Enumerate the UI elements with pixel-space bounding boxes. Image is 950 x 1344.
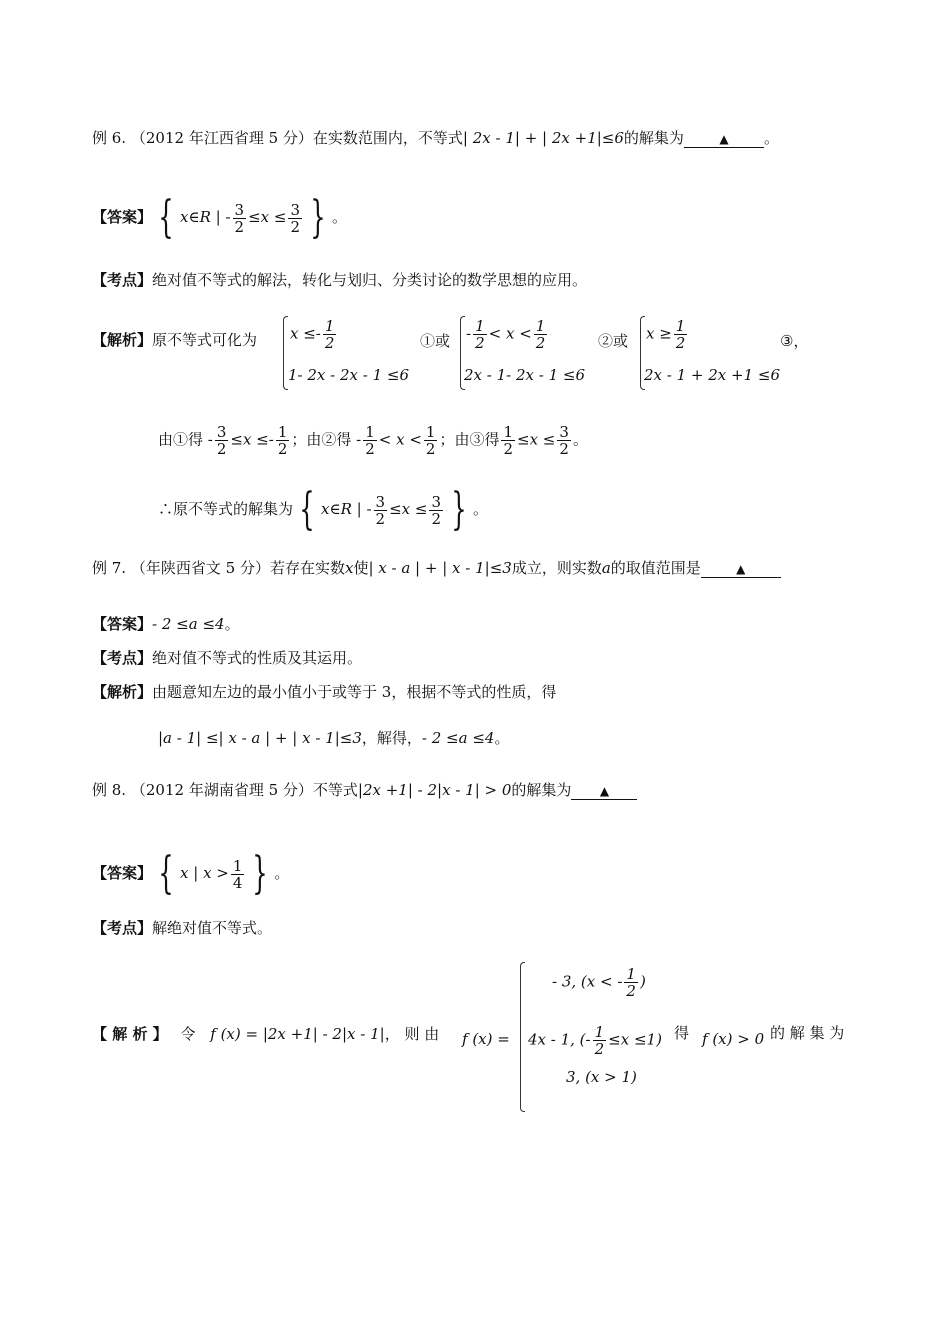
ex8-prefix: 例 8.	[92, 781, 127, 799]
sys2-row2: 2x - 1- 2x - 1 ≤6	[464, 366, 586, 384]
ex8-tail: 的 解 集 为	[770, 1024, 845, 1042]
denominator: 2	[290, 217, 300, 236]
denominator: 2	[234, 217, 245, 236]
ex7-jx-math: |a - 1| ≤| x - a | + | x - 1|≤3	[158, 729, 362, 747]
denominator: 2	[375, 509, 386, 528]
kaodian-text: 绝对值不等式的解法，转化与划归、分类讨论的数学思想的应用。	[152, 271, 588, 289]
ex7-question	[92, 558, 781, 578]
triangle-icon: ▲	[599, 784, 610, 798]
denominator: 2	[277, 440, 288, 458]
ex8-f-piecewise-lhs: f (x) =	[462, 1030, 510, 1048]
ex7-a: a	[601, 559, 611, 577]
fraction	[215, 424, 229, 457]
numerator: 1	[475, 317, 485, 335]
ex6-answer-end: 。	[332, 208, 348, 226]
mark3: ③，	[780, 332, 809, 350]
sys1-row2: 1- 2x - 2x - 1 ≤6	[288, 366, 410, 384]
pw-row3: 3, (x > 1)	[566, 1068, 637, 1086]
ex7-jiexi	[92, 682, 556, 702]
mark1: ①或	[420, 332, 451, 350]
sys2-r1-a: -	[466, 324, 472, 343]
ex8-f-positive: f (x) > 0	[702, 1030, 765, 1048]
denominator: 2	[431, 509, 441, 528]
denominator: 2	[425, 440, 436, 458]
fraction	[534, 318, 548, 351]
ex8-de: 得	[674, 1024, 690, 1042]
left-brace: {	[299, 484, 315, 535]
numerator: 3	[375, 492, 386, 511]
ex6-kaodian	[92, 270, 587, 290]
jiexi-label: 【 解 析 】	[92, 1025, 168, 1043]
pw-r1-a: - 3, (x < -	[552, 972, 623, 991]
kaodian-text: 绝对值不等式的性质及其运用。	[152, 649, 363, 667]
denominator: 2	[559, 440, 569, 458]
fraction	[424, 424, 438, 457]
denominator: 2	[216, 440, 227, 458]
denominator: 2	[535, 334, 546, 352]
jiexi-label: 【解析】	[92, 683, 153, 701]
ex6-answer-mid: ≤x ≤	[248, 208, 287, 226]
ex7-jiexi-math	[158, 728, 509, 748]
fraction	[501, 424, 515, 457]
sys2-row1	[466, 318, 549, 351]
numerator: 1	[277, 423, 288, 441]
ex7-answer-end: 。	[224, 615, 240, 633]
left-brace: {	[158, 848, 174, 899]
jiexi-text: 由题意知左边的最小值小于或等于 3，根据不等式的性质，得	[152, 683, 557, 701]
fraction	[363, 424, 377, 457]
ex6-jiexi-label	[92, 330, 257, 350]
fraction	[231, 858, 245, 891]
denominator: 2	[675, 334, 686, 352]
ex6-inequality: | 2x - 1| + | 2x +1|≤6	[462, 129, 624, 147]
numerator: 3	[234, 200, 245, 219]
th-mid: ≤x ≤	[389, 500, 428, 518]
numerator: 1	[503, 423, 514, 441]
ex8-source: （2012 年湖南省理 5 分）不等式	[130, 781, 358, 799]
fraction	[674, 318, 688, 351]
kaodian-label: 【考点】	[92, 919, 153, 937]
ex7-source: （年陕西省文 5 分）若存在实数	[130, 559, 345, 577]
ex7-x: x	[344, 559, 354, 577]
f2-mid: < x <	[378, 430, 422, 449]
denominator: 2	[626, 982, 636, 1000]
sys3-r1-a: x ≥	[646, 324, 672, 343]
f3-mid: ≤x ≤	[517, 430, 556, 449]
numerator: 1	[425, 423, 436, 441]
sys1-r1-text: x ≤-	[290, 324, 321, 343]
ex7-answer	[92, 614, 240, 634]
pw-r1-b: )	[639, 972, 646, 991]
ex6-answer-lhs: x∈R | -	[180, 208, 231, 226]
numerator: 1	[232, 856, 243, 875]
pw-row1	[552, 966, 646, 999]
numerator: 1	[535, 317, 546, 335]
ex7-inequality: | x - a | + | x - 1|≤3	[368, 559, 512, 577]
right-brace: }	[252, 848, 269, 899]
piecewise-brace	[520, 962, 525, 1112]
numerator: 1	[365, 423, 375, 441]
denominator: 2	[475, 334, 485, 352]
pw-r2-b: ≤x ≤1)	[608, 1030, 662, 1049]
ex8-f-def: f (x) = |2x +1| - 2|x - 1|	[210, 1025, 385, 1043]
from-end: 。	[572, 430, 588, 449]
numerator: 1	[626, 965, 636, 983]
denominator: 2	[365, 440, 375, 458]
ex8-suffix: 的解集为	[511, 781, 572, 799]
fraction	[429, 494, 443, 527]
ex8-inequality: |2x +1| - 2|x - 1| > 0	[357, 781, 512, 799]
right-brace: }	[310, 192, 326, 243]
th-lhs: x∈R | -	[321, 500, 372, 518]
ex8-then: ， 则 由	[384, 1025, 440, 1043]
fraction	[557, 424, 571, 457]
ex8-answer-lhs: x | x >	[180, 864, 229, 882]
answer-label: 【答案】	[92, 208, 153, 226]
fraction	[276, 424, 290, 457]
therefore-text: ∴原不等式的解集为	[158, 500, 294, 518]
denominator: 2	[503, 440, 514, 458]
numerator: 3	[559, 423, 569, 441]
fraction	[593, 1024, 607, 1057]
fraction	[473, 318, 487, 351]
right-brace: }	[451, 484, 467, 535]
numerator: 3	[216, 423, 227, 441]
ex6-source: （2012 年江西省理 5 分）在实数范围内，不等式	[130, 129, 463, 147]
numerator: 1	[675, 317, 686, 335]
ex7-jx-end: 。	[494, 729, 510, 747]
denominator: 2	[324, 334, 335, 352]
ex8-answer	[92, 848, 290, 899]
ex7-prefix: 例 7.	[92, 559, 127, 577]
answer-label: 【答案】	[92, 615, 153, 633]
pw-r2-a: 4x - 1, (-	[528, 1030, 591, 1049]
ex7-jx-mid: ，解得，	[361, 729, 422, 747]
ex6-answer	[92, 192, 348, 243]
th-end: 。	[473, 500, 489, 518]
ex7-use: 使	[353, 559, 369, 577]
ex8-jiexi	[92, 1024, 439, 1044]
numerator: 3	[290, 200, 300, 219]
ex8-ling: 令	[180, 1025, 196, 1043]
fraction	[374, 494, 388, 527]
jiexi-text: 原不等式可化为	[152, 331, 258, 349]
ex7-answer-text: - 2 ≤a ≤4	[152, 615, 225, 633]
denominator: 2	[594, 1040, 605, 1058]
kaodian-text: 解绝对值不等式。	[152, 919, 273, 937]
ex6-end: 。	[763, 129, 779, 147]
from1: 由①得 -	[158, 430, 213, 449]
triangle-icon: ▲	[736, 562, 746, 576]
pw-row2	[528, 1024, 662, 1057]
f1-mid: ≤x ≤-	[230, 430, 274, 449]
jiexi-label: 【解析】	[92, 331, 153, 349]
from3: ；由③得	[439, 430, 500, 449]
fraction	[624, 966, 638, 999]
sys1-row1	[290, 318, 338, 351]
ex7-kaodian	[92, 648, 362, 668]
kaodian-label: 【考点】	[92, 271, 153, 289]
ex6-therefore	[158, 484, 489, 535]
kaodian-label: 【考点】	[92, 649, 153, 667]
answer-blank	[684, 130, 764, 148]
ex6-prefix: 例 6.	[92, 129, 127, 147]
ex7-mid: 成立，则实数	[511, 559, 602, 577]
ex7-suffix: 的取值范围是	[610, 559, 701, 577]
ex6-suffix: 的解集为	[623, 129, 684, 147]
fraction	[323, 318, 337, 351]
numerator: 3	[431, 492, 441, 511]
answer-blank	[571, 782, 637, 800]
sys3-row1	[646, 318, 689, 351]
mark2: ②或	[598, 332, 629, 350]
ex6-question	[92, 128, 779, 148]
left-brace: {	[158, 192, 174, 243]
ex8-kaodian	[92, 918, 272, 938]
sys2-r1-b: < x <	[488, 324, 532, 343]
answer-label: 【答案】	[92, 864, 153, 882]
sys3-row2: 2x - 1 + 2x +1 ≤6	[644, 366, 781, 384]
answer-blank	[701, 560, 781, 578]
ex8-question	[92, 780, 637, 800]
numerator: 1	[594, 1023, 605, 1041]
denominator: 4	[232, 873, 243, 892]
ex6-from-line	[158, 424, 588, 457]
ex8-answer-end: 。	[274, 864, 290, 882]
triangle-icon: ▲	[719, 132, 729, 146]
fraction	[233, 202, 247, 235]
ex7-jx-res: - 2 ≤a ≤4	[421, 729, 495, 747]
numerator: 1	[324, 317, 335, 335]
fraction	[288, 202, 302, 235]
from2: ；由②得 -	[291, 430, 362, 449]
